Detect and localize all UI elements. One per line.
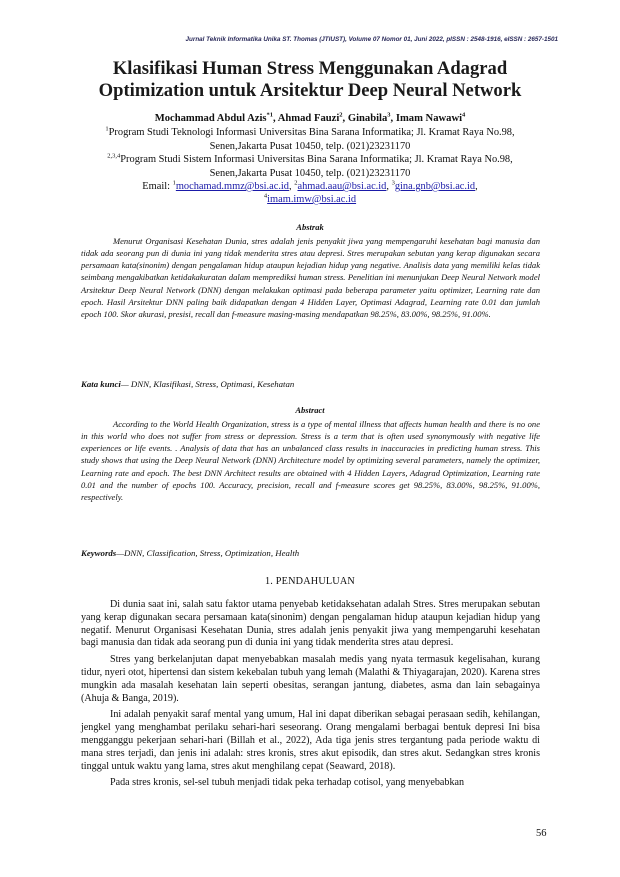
author-1-sup: *1 <box>266 111 274 119</box>
author-2-sup: 2 <box>339 111 343 119</box>
journal-header: Jurnal Teknik Informatika Unika ST. Thomas (JTIUST), Volume 07 Nomor 01, Juni 2022, pISSN : 2548-1916, eISSN : 2657-1501 <box>185 36 558 43</box>
affiliation-2-line-1: Program Studi Sistem Informasi Universitas Bina Sarana Informatika; Jl. Kramat Raya No.98, <box>120 154 513 165</box>
email-link-4[interactable]: imam.imw@bsi.ac.id <box>267 194 357 205</box>
affiliation-1-sup: 1 <box>105 125 109 133</box>
section-title: 1. PENDAHULUAN <box>265 576 355 587</box>
affiliation-1-line-1: Program Studi Teknologi Informasi Universitas Bina Sarana Informatika; Jl. Kramat Raya No.98, <box>108 127 515 138</box>
paragraph-4: Pada stres kronis, sel-sel tubuh menjadi tidak peka terhadap cotisol, yang menyebabkan <box>110 777 465 789</box>
paper-title <box>0 58 620 102</box>
keywords-label: Keywords <box>81 548 117 558</box>
email-2-sup: 2 <box>294 179 298 187</box>
kata-kunci-label: Kata kunci <box>81 379 121 389</box>
affiliation-1-line-2: Senen,Jakarta Pusat 10450, telp. (021)23231170 <box>209 140 411 152</box>
author-4-sup: 4 <box>462 111 466 119</box>
email-1-sup: 1 <box>172 179 176 187</box>
page-number: 56 <box>536 828 547 839</box>
paragraph-3: Ini adalah penyakit saraf mental yang umum, Hal ini dapat diberikan sebagai perasaan sedih, kehilangan, jengkel yang menghambat perilaku sehari-hari seseorang. Orang mengalami berbagai bentuk depresi Ini bisa mengganggu pekerjaan sehari-hari (Billah et al., 2022), Ada tiga jenis stres tergantung pada periode waktu di mana stres terjadi, dan jenis ini adalah: stres kronis, stres akut episodik, dan stres akut. Sedangkan stres kronis tinggal untuk waktu yang lama, stres akut menghilang cepat (Seaward, 2018). <box>81 709 540 772</box>
author-list: Mochammad Abdul Azis$^{*1}$, Ahmad Fauzi$^2$, Ginabila$^3$, Imam Nawawi$^4$ <box>154 111 466 124</box>
author-1: Mochammad Abdul Azis <box>154 113 267 124</box>
title-line-1: Klasifikasi Human Stress Menggunakan Adagrad <box>112 58 508 79</box>
email-block: Email: $^1$mochamad.mmz@bsi.ac.id, $^2$ahmad.aau@bsi.ac.id, $^3$gina.gnb@bsi.ac.id, $^4$imam.imw@bsi.ac.id <box>142 179 478 205</box>
email-link-3[interactable]: gina.gnb@bsi.ac.id <box>394 181 476 192</box>
email-label: Email: <box>142 181 170 192</box>
title-line-2: Optimization untuk Arsitektur Deep Neural Network <box>98 80 522 101</box>
email-3-sup: 3 <box>391 179 395 187</box>
abstract-heading: Abstract <box>295 405 325 415</box>
email-link-2[interactable]: ahmad.aau@bsi.ac.id <box>297 181 387 192</box>
abstract-text: According to the World Health Organization, stress is a type of mental illness that affects human health and there is no one in this world who does not suffer from stress or depression. Stress is a term that is often used synonymously with negative life experiences or life events. . Analysis of data that has an unbalanced class results in inaccuracies in predicting human stress. This study shows that using the Deep Neural Network (DNN) Architecture model by optimizing several parameters, namely the optimizer, Learning rate and epoch. The best DNN Architect results are obtained with 4 Hidden Layers, Adagrad Optimization, Learning rate 0.01 and the number of epochs 100. Accuracy, precision, recall and f-measure scores get 98.25%, 83.00%, 98.25%, 91.00%, respectively. <box>81 419 540 502</box>
email-4-sup: 4 <box>263 192 268 200</box>
body-text <box>81 599 540 794</box>
paragraph-2: Stres yang berkelanjutan dapat menyebabkan masalah medis yang nyata termasuk kegelisahan, kurang tidur, nyeri otot, hipertensi dan sistem kekebalan tubuh yang lemah (Malathi & Thiyagarajan, 2020). Karena stres mungkin ada masalah kesehatan lain seperti obesitas, serangan jantung, diabetes, asma dan lain sebagainya (Ahuja & Banga, 2019). <box>81 654 540 704</box>
abstrak-heading: Abstrak <box>296 222 324 232</box>
affiliation-1 <box>70 126 550 153</box>
kata-kunci <box>81 379 294 389</box>
author-3: Ginabila <box>347 113 388 124</box>
email-link-1[interactable]: mochamad.mmz@bsi.ac.id <box>175 181 289 192</box>
keywords <box>81 548 299 558</box>
paragraph-1: Di dunia saat ini, salah satu faktor utama penyebab ketidaksehatan adalah Stres. Stres merupakan sebutan yang kerap digunakan secara persamaan kata(sinonim) dengan pengalaman hidup ataupun kejadian hidup yang negatif. Menurut Organisasi Kesehatan Dunia, stres adalah jenis penyakit jiwa yang mempengaruhi kesehatan bagi manusia dan tidak ada seorang pun di dunia ini yang tidak menderita stres atau depresi. <box>81 599 540 649</box>
author-4: Imam Nawawi <box>395 113 463 124</box>
author-2: Ahmad Fauzi <box>277 113 340 124</box>
author-3-sup: 3 <box>387 111 391 119</box>
abstrak-text: Menurut Organisasi Kesehatan Dunia, stres adalah jenis penyakit jiwa yang mempengaruhi kesehatan bagi manusia dan tidak ada seorang pun di dunia ini yang tidak menderita stres atau depresi. Stres merupakan sebutan yang kerap digunakan secara persamaan kata(sinonim) dengan pengalaman hidup ataupun kejadian hidup yang negative. Analisis data yang memiliki kelas tidak seimbang mengakibatkan ketidakakuratan dalam memprediksi human stress. Penelitian ini menunjukan Deep Neural Network model Arsitektur Deep Neural Network (DNN) dengan melakukan optimasi pada beberapa parameter yaitu optimizer, Learning rate dan epoch. Hasil Arsitektur DNN paling baik didapatkan dengan 4 Hidden Layer, Optimasi Adagrad, Learning rate 0.01 dan jumlah epoch 100. Skor akurasi, presisi, recall dan f-measure masing-masing mendapatkan 98.25%, 83.00%, 98.25%, 91.00%. <box>81 236 540 319</box>
affiliation-2 <box>70 153 550 180</box>
affiliation-2-sup: 2,3,4 <box>107 152 121 160</box>
kata-kunci-text: — DNN, Klasifikasi, Stress, Optimasi, Kesehatan <box>120 379 295 389</box>
keywords-text: —DNN, Classification, Stress, Optimization, Health <box>116 548 300 558</box>
affiliation-2-line-2: Senen,Jakarta Pusat 10450, telp. (021)23231170 <box>209 167 411 179</box>
